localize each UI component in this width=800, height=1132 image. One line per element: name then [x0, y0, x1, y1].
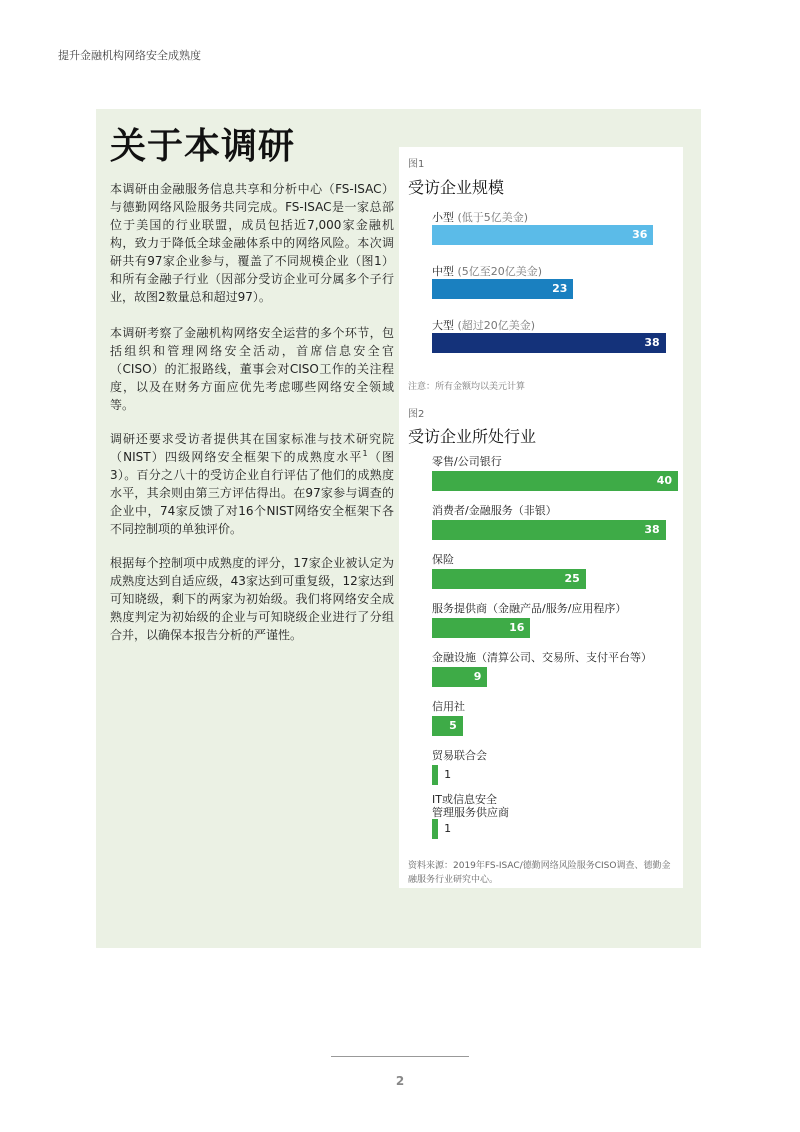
page-title: 关于本调研 [110, 126, 296, 167]
chart2-category-label [432, 700, 465, 713]
chart1-bar: 36 [432, 225, 653, 245]
figure2-title: 受访企业所处行业 [408, 427, 537, 446]
body-text [110, 180, 394, 662]
paragraph-2: 本调研考察了金融机构网络安全运营的多个环节，包括组织和管理网络安全活动，首席信息安全官（CISO）的汇报路线，董事会对CISO工作的关注程度，以及在财务方面应优先考虑哪些网络安全领域等。 [110, 326, 394, 412]
chart2-category-label [432, 749, 487, 762]
chart2-category-line: 管理服务供应商 [432, 806, 509, 819]
footer-rule [331, 1056, 469, 1057]
chart2-category-line: 零售/公司银行 [432, 455, 502, 468]
chart1-category-label [432, 209, 528, 225]
chart2-category-label [432, 455, 502, 468]
chart2-bar: 5 [432, 716, 463, 736]
paragraph-3-text-a: 调研还要求受访者提供其在国家标准与技术研究院（NIST）四级网络安全框架下的成熟度水平 [110, 432, 394, 464]
chart2-value-label: 1 [444, 768, 452, 781]
figure1-note: 注意：所有金额均以美元计算 [408, 382, 526, 392]
chart1-category-name: 大型 [432, 319, 454, 332]
running-header: 提升金融机构网络安全成熟度 [58, 49, 201, 62]
chart2-bar: 16 [432, 618, 530, 638]
paragraph-3-text-b: （图3）。百分之八十的受访企业自行评估了他们的成熟度水平，其余则由第三方评估得出。在97家参与调查的企业中，74家反馈了对16个NIST网络安全框架下各不同控制项的单独评价。 [110, 450, 394, 536]
figure2-source: 资料来源：2019年FS-ISAC/德勤网络风险服务CISO调查、德勤金融服务行业研究中心。 [408, 861, 671, 885]
chart2-category-label [432, 793, 509, 819]
paragraph-4: 根据每个控制项中成熟度的评分，17家企业被认定为成熟度达到自适应级，43家达到可重复级，12家达到可知晓级，剩下的两家为初始级。我们将网络安全成熟度判定为初始级的企业与可知晓级企业进行了分组合并，以确保本报告分析的严谨性。 [110, 556, 394, 642]
chart2-category-label [432, 651, 652, 664]
chart2-bar: 9 [432, 667, 487, 687]
figure1-label: 图1 [408, 159, 425, 170]
chart2-bar [432, 765, 438, 785]
figure-card [399, 147, 683, 888]
chart1-category-note: (5亿至20亿美金) [454, 265, 543, 278]
chart2-category-label [432, 504, 557, 517]
chart1-category-label [432, 263, 542, 279]
figure1-title: 受访企业规模 [408, 178, 505, 197]
chart1-category-note: (超过20亿美金) [454, 319, 536, 332]
footnote-ref: 1 [362, 449, 368, 458]
chart2-category-line: 服务提供商（金融产品/服务/应用程序） [432, 602, 627, 615]
page-number: 2 [395, 1074, 405, 1088]
chart1-bar: 23 [432, 279, 573, 299]
chart1-bar: 38 [432, 333, 666, 353]
chart2-category-line: 保险 [432, 553, 454, 566]
chart2-category-line: 金融设施（清算公司、交易所、支付平台等） [432, 651, 652, 664]
chart2-category-line: IT或信息安全 [432, 793, 497, 806]
chart2-category-label [432, 553, 454, 566]
chart2-bar: 40 [432, 471, 678, 491]
figure2-label: 图2 [408, 409, 425, 420]
chart2-category-line: 消费者/金融服务（非银） [432, 504, 557, 517]
paragraph-3 [110, 430, 394, 538]
chart1-category-name: 中型 [432, 265, 454, 278]
chart2-bar: 38 [432, 520, 666, 540]
paragraph-1: 本调研由金融服务信息共享和分析中心（FS-ISAC）与德勤网络风险服务共同完成。FS-ISAC是一家总部位于美国的行业联盟，成员包括近7,000家金融机构，致力于降低全球金融体系中的网络风险。本次调研共有97家企业参与，覆盖了不同规模企业（图1）和所有金融子行业（因部分受访企业可分属多个子行业，故图2数量总和超过97）。 [110, 182, 394, 304]
chart2-bar: 25 [432, 569, 586, 589]
chart2-category-line: 信用社 [432, 700, 465, 713]
chart1-category-name: 小型 [432, 211, 454, 224]
chart2-bar [432, 819, 438, 839]
chart2-category-line: 贸易联合会 [432, 749, 487, 762]
chart2-value-label: 1 [444, 822, 452, 835]
chart1-category-label [432, 317, 535, 333]
chart2-category-label [432, 602, 626, 615]
chart1-category-note: (低于5亿美金) [454, 211, 529, 224]
